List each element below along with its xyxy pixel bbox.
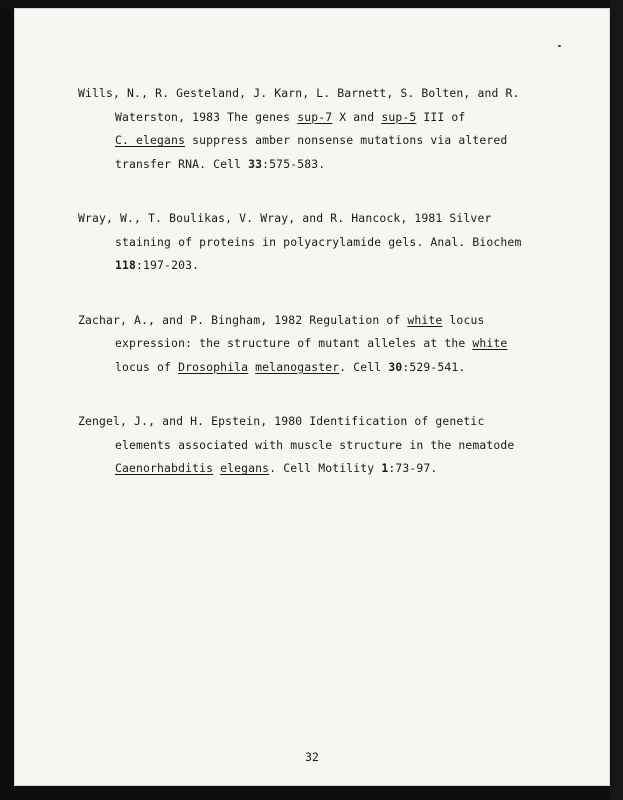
underlined-term: Caenorhabditis: [115, 461, 214, 475]
reference-line: [78, 332, 558, 356]
reference-entry: [78, 207, 558, 278]
reference-line: [78, 129, 558, 153]
underlined-term: sup-5: [381, 109, 417, 124]
volume-number: 118: [115, 258, 137, 272]
reference-text: :73-97.: [388, 461, 438, 475]
reference-text: locus of: [115, 359, 179, 374]
reference-entry: [78, 82, 558, 176]
reference-line: [78, 309, 558, 333]
reference-text: :575-583.: [262, 156, 326, 171]
reference-line: [78, 153, 558, 177]
reference-line: [78, 207, 558, 231]
volume-number: 30: [388, 359, 403, 374]
reference-text: :529-541.: [402, 359, 466, 374]
reference-line: [78, 82, 558, 106]
paper-speck: [558, 45, 561, 47]
reference-line: [78, 434, 558, 458]
reference-line: [78, 410, 558, 434]
reference-text: expression: the structure of mutant alleles at the: [115, 336, 473, 350]
reference-text: . Cell: [339, 359, 389, 374]
reference-line: [78, 356, 558, 380]
reference-text: Waterston, 1983 The genes: [115, 109, 298, 124]
reference-line: [78, 457, 558, 481]
reference-text: Zengel, J., and H. Epstein, 1980 Identification of genetic: [78, 414, 485, 428]
reference-line: [78, 231, 558, 255]
underlined-term: white: [407, 312, 443, 327]
reference-text: Wills, N., R. Gesteland, J. Karn, L. Barnett, S. Bolten, and R.: [78, 86, 520, 100]
underlined-term: elegans: [220, 461, 270, 475]
reference-text: . Cell Motility: [269, 461, 382, 475]
reference-entry: [78, 309, 558, 380]
reference-list: [78, 82, 558, 512]
underlined-term: melanogaster: [255, 359, 340, 374]
reference-text: staining of proteins in polyacrylamide gels. Anal. Biochem: [115, 234, 522, 249]
reference-text: suppress amber nonsense mutations via altered: [185, 133, 508, 147]
underlined-term: white: [472, 336, 508, 350]
reference-text: III of: [416, 109, 466, 124]
reference-text: :197-203.: [136, 258, 200, 272]
underlined-term: sup-7: [297, 109, 333, 124]
scan-background-strip: [610, 0, 623, 800]
underlined-term: C. elegans: [115, 133, 186, 147]
reference-text: transfer RNA. Cell: [115, 156, 249, 171]
reference-text: X and: [332, 109, 382, 124]
reference-text: elements associated with muscle structure in the nematode: [115, 437, 515, 452]
reference-text: Wray, W., T. Boulikas, V. Wray, and R. Hancock, 1981 Silver: [78, 211, 492, 225]
scan-edge: [0, 0, 623, 8]
reference-line: [78, 106, 558, 130]
reference-line: [78, 254, 558, 278]
reference-text: Zachar, A., and P. Bingham, 1982 Regulation of: [78, 312, 408, 327]
reference-entry: [78, 410, 558, 481]
document-page: [14, 8, 610, 786]
reference-text: locus: [442, 312, 485, 327]
underlined-term: Drosophila: [178, 359, 249, 374]
volume-number: 1: [381, 461, 389, 475]
page-number: 32: [305, 750, 319, 764]
volume-number: 33: [248, 156, 263, 171]
